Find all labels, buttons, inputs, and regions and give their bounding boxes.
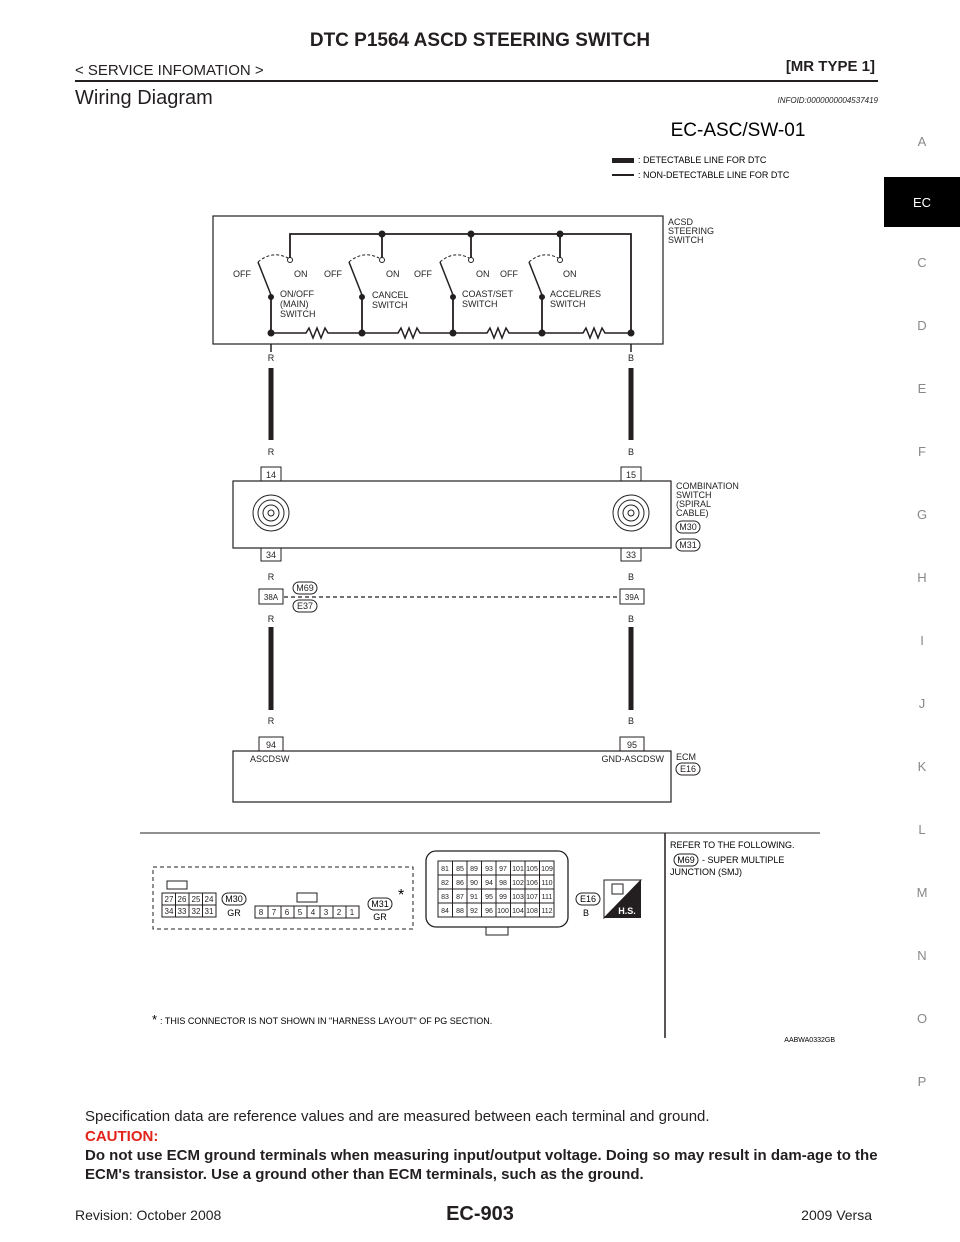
svg-text:87: 87 bbox=[456, 894, 464, 901]
svg-text:93: 93 bbox=[485, 866, 493, 873]
svg-text:SWITCH: SWITCH bbox=[280, 309, 316, 319]
svg-text:84: 84 bbox=[441, 908, 449, 915]
svg-text:107: 107 bbox=[526, 894, 538, 901]
m31-connector-face bbox=[255, 893, 359, 918]
terminal-33: 33 bbox=[625, 550, 637, 560]
e16-connector-name: E16 bbox=[579, 894, 597, 904]
index-tab-e[interactable]: E bbox=[917, 381, 927, 396]
svg-text:109: 109 bbox=[541, 866, 553, 873]
svg-text:34: 34 bbox=[164, 907, 174, 916]
diagram-code: EC-ASC/SW-01 bbox=[670, 120, 806, 141]
header-divider bbox=[75, 80, 878, 82]
breadcrumb: < SERVICE INFOMATION > bbox=[75, 62, 264, 79]
section-title: Wiring Diagram bbox=[75, 87, 213, 109]
svg-text:8: 8 bbox=[258, 908, 264, 917]
svg-text:92: 92 bbox=[470, 908, 478, 915]
ascd-switch-title: ACSD bbox=[668, 217, 694, 227]
svg-text:7: 7 bbox=[271, 908, 277, 917]
connector-e37: E37 bbox=[296, 601, 314, 611]
spec-note: Specification data are reference values and are measured between each terminal and ground. bbox=[85, 1108, 710, 1125]
harness-wires bbox=[271, 344, 631, 710]
svg-text:B: B bbox=[627, 716, 635, 726]
svg-text:110: 110 bbox=[541, 880, 553, 887]
asterisk-mark: * bbox=[398, 887, 405, 904]
page-number: EC-903 bbox=[446, 1203, 514, 1225]
svg-text:B: B bbox=[627, 447, 635, 457]
svg-text:94: 94 bbox=[485, 880, 493, 887]
wiring-diagram bbox=[120, 110, 840, 1050]
svg-text:104: 104 bbox=[512, 908, 524, 915]
index-tab-i[interactable]: I bbox=[920, 633, 924, 648]
svg-text:H.S.: H.S. bbox=[618, 906, 636, 916]
section-index bbox=[884, 110, 960, 1113]
terminal-39a: 39A bbox=[624, 593, 640, 602]
coast-set-switch-label: COAST/SET bbox=[462, 289, 514, 299]
svg-text:102: 102 bbox=[512, 880, 524, 887]
svg-text:105: 105 bbox=[526, 866, 538, 873]
svg-text:R: R bbox=[267, 614, 275, 624]
svg-text:4: 4 bbox=[310, 908, 316, 917]
svg-text:R: R bbox=[267, 447, 275, 457]
svg-text:82: 82 bbox=[441, 880, 449, 887]
index-tab-p[interactable]: P bbox=[917, 1074, 927, 1089]
hs-connector-icon bbox=[604, 880, 641, 918]
svg-text:27: 27 bbox=[164, 895, 174, 904]
m30-connector-color: GR bbox=[227, 908, 241, 918]
m30-connector-name: M30 bbox=[225, 894, 243, 904]
model-tag: [MR TYPE 1] bbox=[785, 58, 875, 75]
legend-detectable-swatch bbox=[612, 158, 634, 163]
legend-detectable: : DETECTABLE LINE FOR DTC bbox=[638, 155, 767, 165]
index-tab-ec[interactable]: EC bbox=[884, 177, 960, 227]
wire-color-r: R bbox=[267, 353, 275, 363]
svg-text:SWITCH: SWITCH bbox=[668, 235, 704, 245]
svg-text:SWITCH: SWITCH bbox=[550, 299, 586, 309]
svg-text:(MAIN): (MAIN) bbox=[280, 299, 309, 309]
index-tab-g[interactable]: G bbox=[916, 507, 928, 522]
index-tab-c[interactable]: C bbox=[917, 255, 927, 270]
combination-switch-label: COMBINATION bbox=[676, 481, 739, 491]
index-tab-l[interactable]: L bbox=[918, 822, 926, 837]
svg-text:24: 24 bbox=[204, 895, 214, 904]
terminal-14: 14 bbox=[265, 470, 277, 480]
svg-text:96: 96 bbox=[485, 908, 493, 915]
svg-text:86: 86 bbox=[456, 880, 464, 887]
svg-text:SWITCH: SWITCH bbox=[676, 490, 712, 500]
svg-text:106: 106 bbox=[526, 880, 538, 887]
reference-title: REFER TO THE FOLLOWING. bbox=[670, 840, 795, 850]
index-tab-n[interactable]: N bbox=[917, 948, 927, 963]
off-label: OFF bbox=[324, 269, 342, 279]
svg-text:99: 99 bbox=[499, 894, 507, 901]
svg-text:85: 85 bbox=[456, 866, 464, 873]
terminal-38a: 38A bbox=[263, 593, 279, 602]
ecm-pin-ascdsw: ASCDSW bbox=[250, 754, 290, 764]
svg-text:1: 1 bbox=[349, 908, 355, 917]
index-tab-a[interactable]: A bbox=[917, 134, 927, 149]
index-tab-o[interactable]: O bbox=[916, 1011, 928, 1026]
svg-text:3: 3 bbox=[323, 908, 329, 917]
off-label: OFF bbox=[233, 269, 251, 279]
svg-text:95: 95 bbox=[485, 894, 493, 901]
caution-label: CAUTION: bbox=[85, 1128, 159, 1145]
svg-text:98: 98 bbox=[499, 880, 507, 887]
connector-m31: M31 bbox=[679, 540, 697, 550]
svg-text:SWITCH: SWITCH bbox=[462, 299, 498, 309]
svg-text:101: 101 bbox=[512, 866, 524, 873]
cancel-switch-label: CANCEL bbox=[372, 290, 409, 300]
off-label: OFF bbox=[414, 269, 432, 279]
svg-text:B: B bbox=[627, 614, 635, 624]
reference-connector: M69 bbox=[677, 855, 695, 865]
on-label: ON bbox=[386, 269, 400, 279]
ecm-pin-gnd-ascdsw: GND-ASCDSW bbox=[601, 754, 664, 764]
svg-text:111: 111 bbox=[541, 894, 553, 901]
svg-text:90: 90 bbox=[470, 880, 478, 887]
reference-line-2: JUNCTION (SMJ) bbox=[670, 867, 742, 877]
m31-connector-color: GR bbox=[373, 912, 387, 922]
svg-text:26: 26 bbox=[177, 895, 187, 904]
caution-text: Do not use ECM ground terminals when measuring input/output voltage. Doing so may result in dam-age to the ECM's transistor. Use a ground other than ECM terminals, such as the ground. bbox=[85, 1147, 878, 1183]
page-title: DTC P1564 ASCD STEERING SWITCH bbox=[309, 30, 651, 51]
accel-res-switch-label: ACCEL/RES bbox=[550, 289, 602, 299]
svg-text:6: 6 bbox=[284, 908, 290, 917]
info-id: INFOID:0000000004537419 bbox=[777, 96, 878, 105]
svg-text:103: 103 bbox=[512, 894, 524, 901]
svg-text:SWITCH: SWITCH bbox=[372, 300, 408, 310]
svg-text:R: R bbox=[267, 572, 275, 582]
svg-text:112: 112 bbox=[541, 908, 553, 915]
terminal-15: 15 bbox=[625, 470, 637, 480]
connector-m30: M30 bbox=[679, 522, 697, 532]
svg-text:R: R bbox=[267, 716, 275, 726]
svg-text:91: 91 bbox=[470, 894, 478, 901]
off-label: OFF bbox=[500, 269, 518, 279]
svg-text:CABLE): CABLE) bbox=[676, 508, 709, 518]
index-tab-m[interactable]: M bbox=[916, 885, 928, 900]
svg-text:81: 81 bbox=[441, 866, 449, 873]
svg-text:89: 89 bbox=[470, 866, 478, 873]
index-tab-k[interactable]: K bbox=[917, 759, 927, 774]
terminal-34: 34 bbox=[265, 550, 277, 560]
svg-text:5: 5 bbox=[297, 908, 303, 917]
wire-color-b: B bbox=[627, 353, 635, 363]
e16-connector-color: B bbox=[582, 908, 590, 918]
svg-text:88: 88 bbox=[456, 908, 464, 915]
svg-text:100: 100 bbox=[497, 908, 509, 915]
on-label: ON bbox=[476, 269, 490, 279]
legend-nondetectable-swatch bbox=[612, 174, 634, 176]
vehicle-edition: 2009 Versa bbox=[801, 1207, 872, 1223]
connector-m69: M69 bbox=[296, 583, 314, 593]
svg-text:31: 31 bbox=[204, 907, 214, 916]
e16-connector-face bbox=[426, 851, 568, 935]
svg-text:83: 83 bbox=[441, 894, 449, 901]
svg-text:32: 32 bbox=[191, 907, 201, 916]
svg-text:25: 25 bbox=[191, 895, 201, 904]
svg-text:STEERING: STEERING bbox=[668, 226, 715, 236]
on-label: ON bbox=[294, 269, 308, 279]
svg-text:B: B bbox=[627, 572, 635, 582]
harness-footnote: : THIS CONNECTOR IS NOT SHOWN IN "HARNESS LAYOUT" OF PG SECTION. bbox=[160, 1016, 493, 1026]
onoff-switch-label: ON/OFF bbox=[280, 289, 314, 299]
svg-text:(SPIRAL: (SPIRAL bbox=[676, 499, 712, 509]
legend-nondetectable: : NON-DETECTABLE LINE FOR DTC bbox=[638, 170, 790, 180]
index-tab-f[interactable]: F bbox=[918, 444, 926, 459]
index-tab-j[interactable]: J bbox=[918, 696, 926, 711]
ecm-label: ECM bbox=[676, 752, 696, 762]
footnote-asterisk: * bbox=[152, 1012, 158, 1027]
svg-text:97: 97 bbox=[499, 866, 507, 873]
ascd-steering-switch bbox=[213, 216, 663, 344]
reference-line-1: - SUPER MULTIPLE bbox=[702, 855, 785, 865]
revision-date: Revision: October 2008 bbox=[75, 1207, 222, 1223]
connector-e16: E16 bbox=[679, 764, 697, 774]
index-tab-d[interactable]: D bbox=[917, 318, 927, 333]
terminal-95: 95 bbox=[626, 740, 638, 750]
svg-text:108: 108 bbox=[526, 908, 538, 915]
on-label: ON bbox=[563, 269, 577, 279]
svg-text:2: 2 bbox=[336, 908, 342, 917]
terminal-94: 94 bbox=[265, 740, 277, 750]
figure-id: AABWA0332GB bbox=[784, 1037, 835, 1044]
m31-connector-name: M31 bbox=[371, 899, 389, 909]
svg-text:33: 33 bbox=[177, 907, 187, 916]
index-tab-h[interactable]: H bbox=[917, 570, 927, 585]
